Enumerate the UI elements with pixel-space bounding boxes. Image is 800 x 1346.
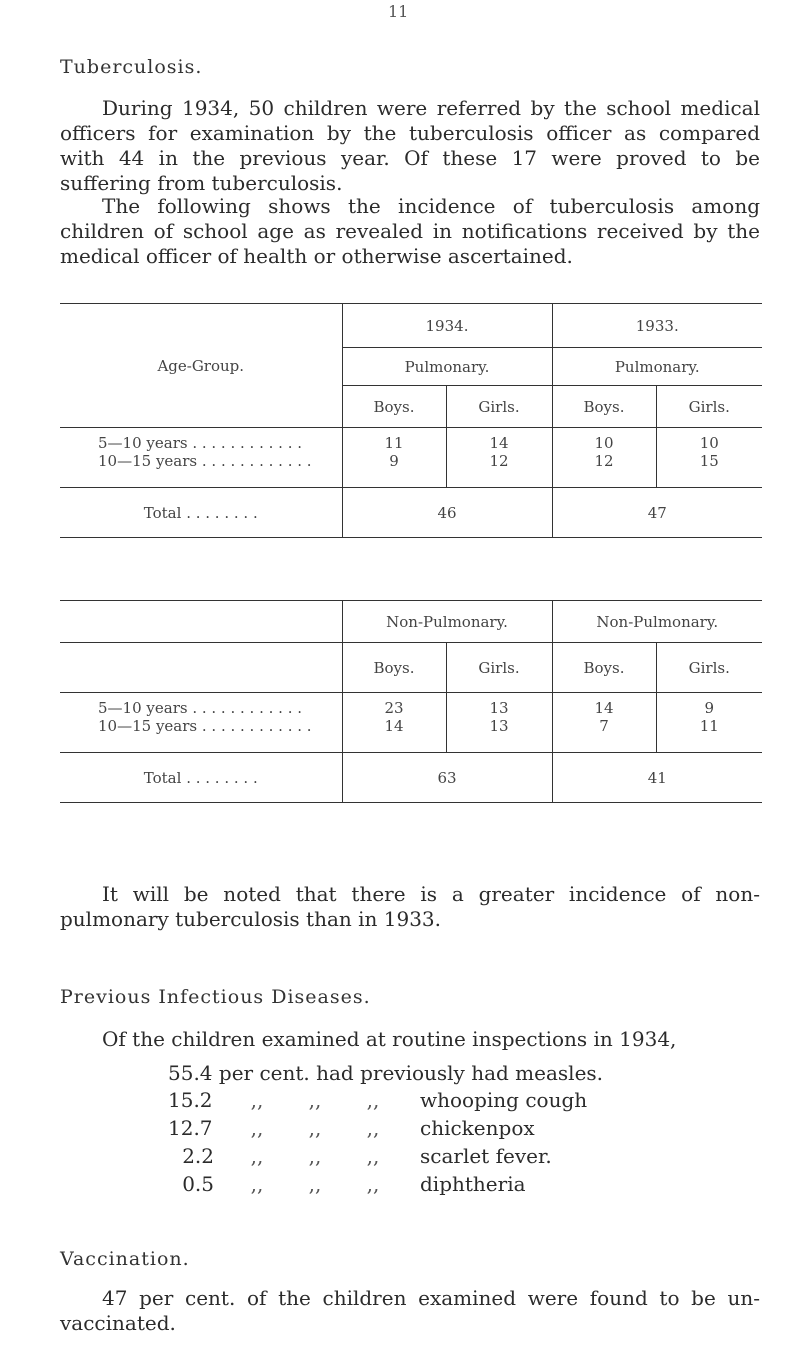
total-1933: 47 xyxy=(552,488,762,538)
tuberculosis-paragraph-1 xyxy=(60,96,760,196)
cell-value: 15 xyxy=(656,452,762,488)
disease-name: whooping cough xyxy=(420,1088,588,1112)
total-label: Total . . . . . . . . xyxy=(60,753,342,803)
total-1934: 63 xyxy=(342,753,552,803)
boys-header: Boys. xyxy=(342,643,446,693)
boys-header: Boys. xyxy=(552,386,656,428)
measles-line: 55.4 per cent. had previously had measles. xyxy=(168,1061,604,1085)
percent-value: 2.2 xyxy=(182,1144,214,1168)
cell-value: 9 xyxy=(342,452,446,488)
percent-value: 0.5 xyxy=(182,1172,214,1196)
ditto-mark: ,, xyxy=(250,1116,264,1140)
type-1934-header: Non-Pulmonary. xyxy=(342,601,552,643)
row-label: 10—15 years . . . . . . . . . . . . xyxy=(60,452,342,488)
cell-value: 10 xyxy=(656,428,762,452)
type-1933-header: Non-Pulmonary. xyxy=(552,601,762,643)
list-item xyxy=(168,1172,526,1197)
cell-value: 9 xyxy=(656,693,762,717)
list-item xyxy=(168,1144,552,1169)
cell-value: 7 xyxy=(552,717,656,753)
ditto-mark: ,, xyxy=(250,1144,264,1168)
note-paragraph xyxy=(60,882,760,932)
table-row xyxy=(60,452,762,488)
ditto-mark: ,, xyxy=(366,1116,380,1140)
ditto-mark: ,, xyxy=(308,1116,322,1140)
cell-value: 12 xyxy=(446,452,552,488)
percent-value: 15.2 xyxy=(168,1088,213,1112)
ditto-mark: ,, xyxy=(366,1088,380,1112)
disease-name: scarlet fever. xyxy=(420,1144,552,1168)
year-1933-header: 1933. xyxy=(552,304,762,348)
ditto-mark: ,, xyxy=(308,1088,322,1112)
total-row xyxy=(60,488,762,538)
cell-value: 14 xyxy=(342,717,446,753)
page-number: 11 xyxy=(388,2,409,21)
row-label: 5—10 years . . . . . . . . . . . . xyxy=(60,428,342,452)
girls-header: Girls. xyxy=(446,643,552,693)
total-1934: 46 xyxy=(342,488,552,538)
total-row xyxy=(60,753,762,803)
previous-intro xyxy=(60,1027,760,1052)
tuberculosis-paragraph-2 xyxy=(60,194,760,269)
tuberculosis-heading: Tuberculosis. xyxy=(60,56,203,78)
cell-value: 23 xyxy=(342,693,446,717)
girls-header: Girls. xyxy=(656,386,762,428)
cell-value: 13 xyxy=(446,693,552,717)
non-pulmonary-table xyxy=(60,600,762,803)
girls-header: Girls. xyxy=(656,643,762,693)
cell-value: 11 xyxy=(656,717,762,753)
cell-value: 11 xyxy=(342,428,446,452)
ditto-mark: ,, xyxy=(250,1088,264,1112)
percent-value: 12.7 xyxy=(168,1116,213,1140)
type-1934-header: Pulmonary. xyxy=(342,348,552,386)
paragraph-text: During 1934, 50 children were referred by the school medical officers for examination by the tuberculosis officer as compared with 44 in the previous year. Of these 17 were proved to be suffering from tuberculosis. xyxy=(60,96,760,195)
vaccination-paragraph xyxy=(60,1286,760,1336)
list-item xyxy=(168,1116,535,1141)
pulmonary-table xyxy=(60,303,762,538)
vaccination-heading: Vaccination. xyxy=(60,1248,190,1270)
blank-header xyxy=(60,601,342,643)
type-1933-header: Pulmonary. xyxy=(552,348,762,386)
ditto-mark: ,, xyxy=(308,1172,322,1196)
age-group-header: Age-Group. xyxy=(60,304,342,428)
paragraph-text: It will be noted that there is a greater incidence of non-pulmonary tuberculosis than in 1933. xyxy=(60,882,760,931)
total-label: Total . . . . . . . . xyxy=(60,488,342,538)
boys-header: Boys. xyxy=(552,643,656,693)
table-row xyxy=(60,693,762,717)
ditto-mark: ,, xyxy=(366,1172,380,1196)
girls-header: Girls. xyxy=(446,386,552,428)
total-1933: 41 xyxy=(552,753,762,803)
cell-value: 14 xyxy=(446,428,552,452)
table-row xyxy=(60,717,762,753)
ditto-mark: ,, xyxy=(308,1144,322,1168)
row-label: 5—10 years . . . . . . . . . . . . xyxy=(98,698,302,717)
boys-header: Boys. xyxy=(342,386,446,428)
cell-value: 12 xyxy=(552,452,656,488)
disease-name: chickenpox xyxy=(420,1116,535,1140)
cell-value: 10 xyxy=(552,428,656,452)
ditto-mark: ,, xyxy=(250,1172,264,1196)
blank-header xyxy=(60,643,342,693)
cell-value: 13 xyxy=(446,717,552,753)
paragraph-text: Of the children examined at routine inspections in 1934, xyxy=(102,1027,677,1051)
paragraph-text: 47 per cent. of the children examined were found to be un-vaccinated. xyxy=(60,1286,760,1335)
disease-name: diphtheria xyxy=(420,1172,526,1196)
table-row xyxy=(60,428,762,452)
list-item xyxy=(168,1088,587,1113)
paragraph-text: The following shows the incidence of tuberculosis among children of school age as revealed in notifications received by the medical officer of health or otherwise ascertained. xyxy=(60,194,760,268)
row-label: 10—15 years . . . . . . . . . . . . xyxy=(60,717,342,753)
ditto-mark: ,, xyxy=(366,1144,380,1168)
cell-value: 14 xyxy=(552,693,656,717)
year-1934-header: 1934. xyxy=(342,304,552,348)
previous-diseases-heading: Previous Infectious Diseases. xyxy=(60,986,371,1008)
